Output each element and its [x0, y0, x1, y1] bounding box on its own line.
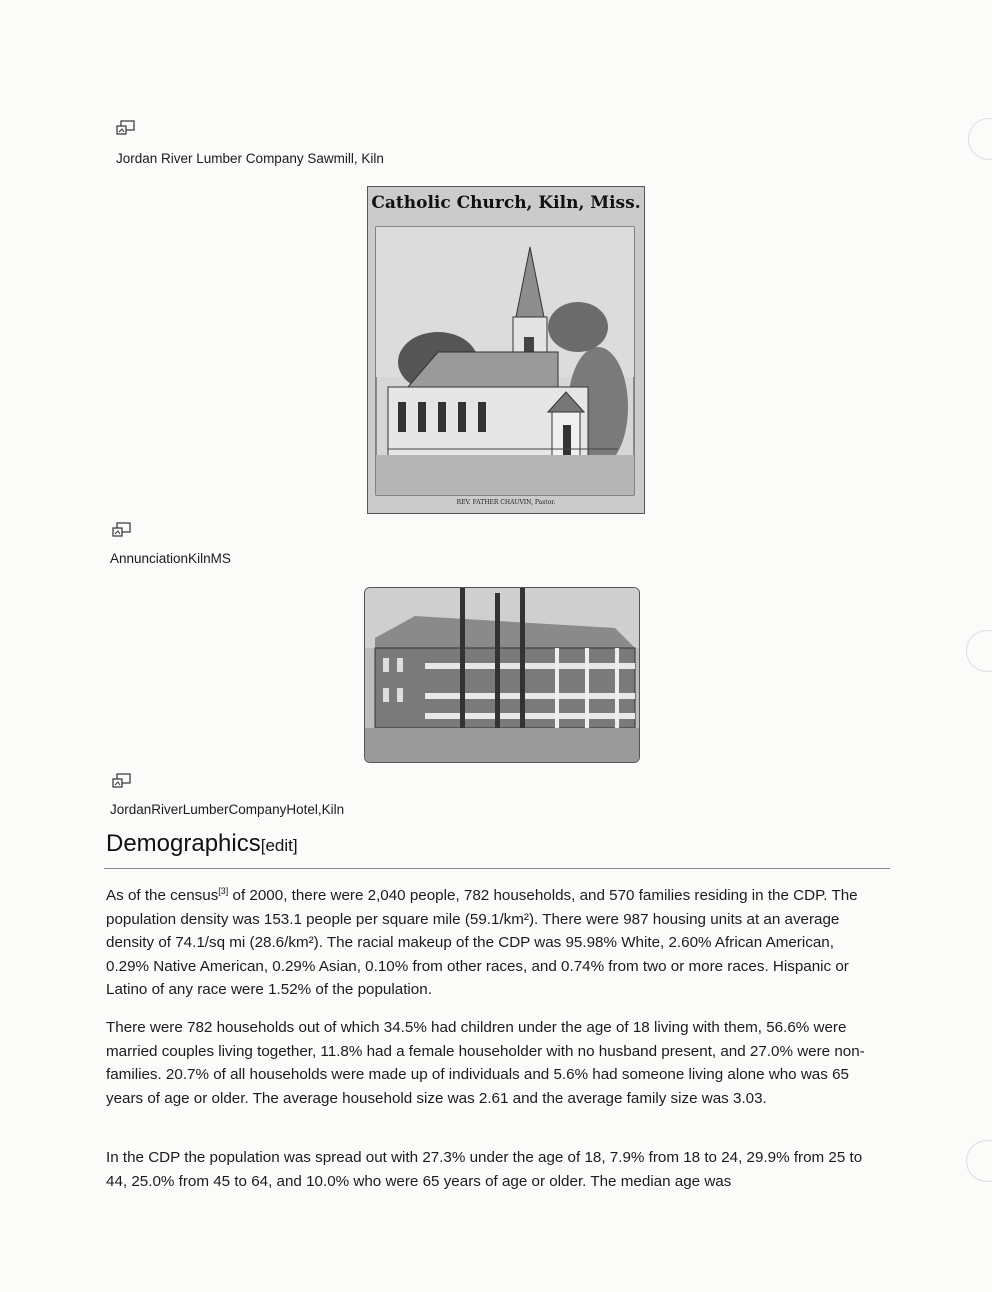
- scan-edge-mark: [968, 118, 992, 160]
- section-title: Demographics: [106, 830, 261, 857]
- edit-link[interactable]: [edit]: [260, 836, 298, 855]
- hotel-photo: [364, 587, 640, 763]
- paragraph-age: In the CDP the population was spread out with 27.3% under the age of 18, 7.9% from 18 to 24, 29.9% from 25 to 44, 25.0% from 45 to 64, and 10.0% who were 65 years of age or older. The median age was: [106, 1149, 863, 1190]
- heading-divider: [104, 868, 890, 869]
- scan-edge-mark: [966, 1140, 992, 1182]
- hotel-illustration: [365, 588, 639, 762]
- scan-edge-mark: [966, 630, 992, 672]
- church-photo-title: Catholic Church, Kiln, Miss.: [371, 193, 641, 213]
- paragraph-households: There were 782 households out of which 34.5% had children under the age of 18 living with them, 56.6% were married couples living together, 11.8% had a female householder with no husband present, and 27.0% were non-families. 20.7% of all households were made up of individuals and 5.6% had someone living alone who was 65 years of age or older. The average household size was 2.61 and the average family size was 3.03.: [106, 1019, 865, 1107]
- broken-image-icon: [112, 522, 132, 538]
- broken-image-icon: [116, 120, 136, 136]
- citation-link[interactable]: [3]: [218, 885, 229, 896]
- demographics-heading: [106, 830, 298, 858]
- sawmill-caption: Jordan River Lumber Company Sawmill, Kiln: [116, 151, 384, 166]
- church-photo: [367, 186, 645, 514]
- church-illustration: [368, 187, 644, 513]
- paragraph-text: of 2000, there were 2,040 people, 782 households, and 570 families residing in the CDP. The population density was 153.1 people per square mile (59.1/km²). There were 987 housing units at an average density of 74.1/sq mi (28.6/km²). The racial makeup of the CDP was 95.98% White, 2.60% African American, 0.29% Native American, 0.29% Asian, 0.10% from other races, and 0.74% from two or more races. Hispanic or Latino of any race were 1.52% of the population.: [106, 887, 858, 998]
- paragraph-text: As of the census: [106, 887, 219, 904]
- paragraph-population: [106, 884, 876, 1002]
- church-caption: AnnunciationKilnMS: [110, 551, 231, 566]
- church-photo-pastor: REV. FATHER CHAUVIN, Pastor.: [456, 499, 556, 506]
- hotel-caption: JordanRiverLumberCompanyHotel,Kiln: [110, 802, 345, 817]
- broken-image-icon: [112, 773, 132, 789]
